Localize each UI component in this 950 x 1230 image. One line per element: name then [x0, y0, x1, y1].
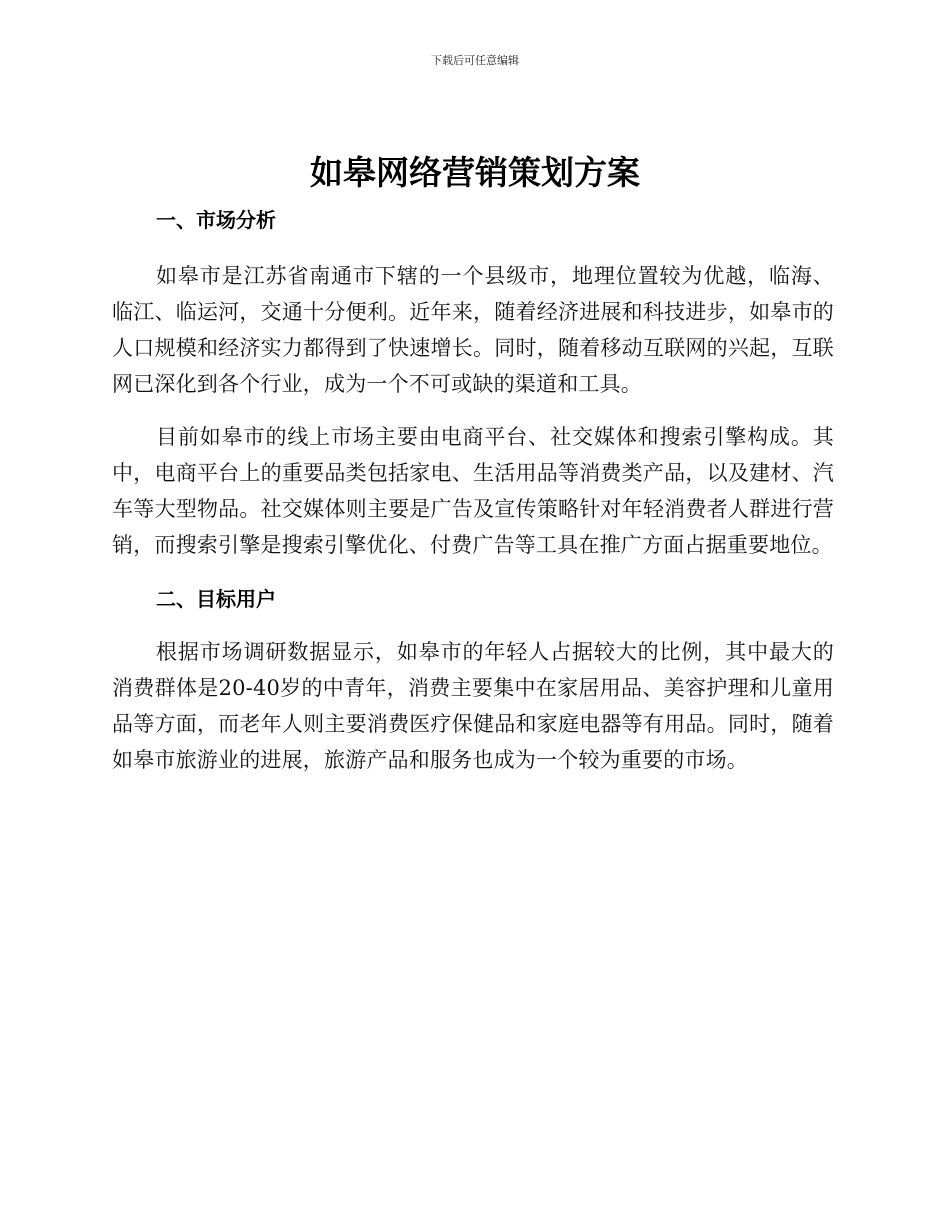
header-note: 下载后可任意编辑 [431, 54, 519, 67]
document-title: 如皋网络营销策划方案 [310, 153, 640, 192]
spacer [112, 617, 834, 634]
section-heading-market-analysis: 一、市场分析 [156, 208, 276, 232]
document-body [112, 202, 834, 778]
section-heading-target-users: 二、目标用户 [156, 587, 276, 611]
spacer [112, 402, 834, 419]
paragraph-market-analysis-1: 如皋市是江苏省南通市下辖的一个县级市，地理位置较为优越，临海、临江、临运河，交通十分便利。近年来，随着经济进展和科技进步，如皋市的人口规模和经济实力都得到了快速增长。同时，随着移动互联网的兴起，互联网已深化到各个行业，成为一个不可或缺的渠道和工具。 [112, 264, 834, 396]
spacer [112, 563, 834, 581]
spacer [112, 238, 834, 258]
paragraph-target-users-1: 根据市场调研数据显示，如皋市的年轻人占据较大的比例，其中最大的消费群体是20-40岁的中青年，消费主要集中在家居用品、美容护理和儿童用品等方面，而老年人则主要消费医疗保健品和家庭电器等有用品。同时，随着如皋市旅游业的进展，旅游产品和服务也成为一个较为重要的市场。 [112, 640, 834, 772]
paragraph-market-analysis-2: 目前如皋市的线上市场主要由电商平台、社交媒体和搜索引擎构成。其中，电商平台上的重要品类包括家电、生活用品等消费类产品，以及建材、汽车等大型物品。社交媒体则主要是广告及宣传策略针对年轻消费者人群进行营销，而搜索引擎是搜索引擎优化、付费广告等工具在推广方面占据重要地位。 [112, 425, 834, 557]
